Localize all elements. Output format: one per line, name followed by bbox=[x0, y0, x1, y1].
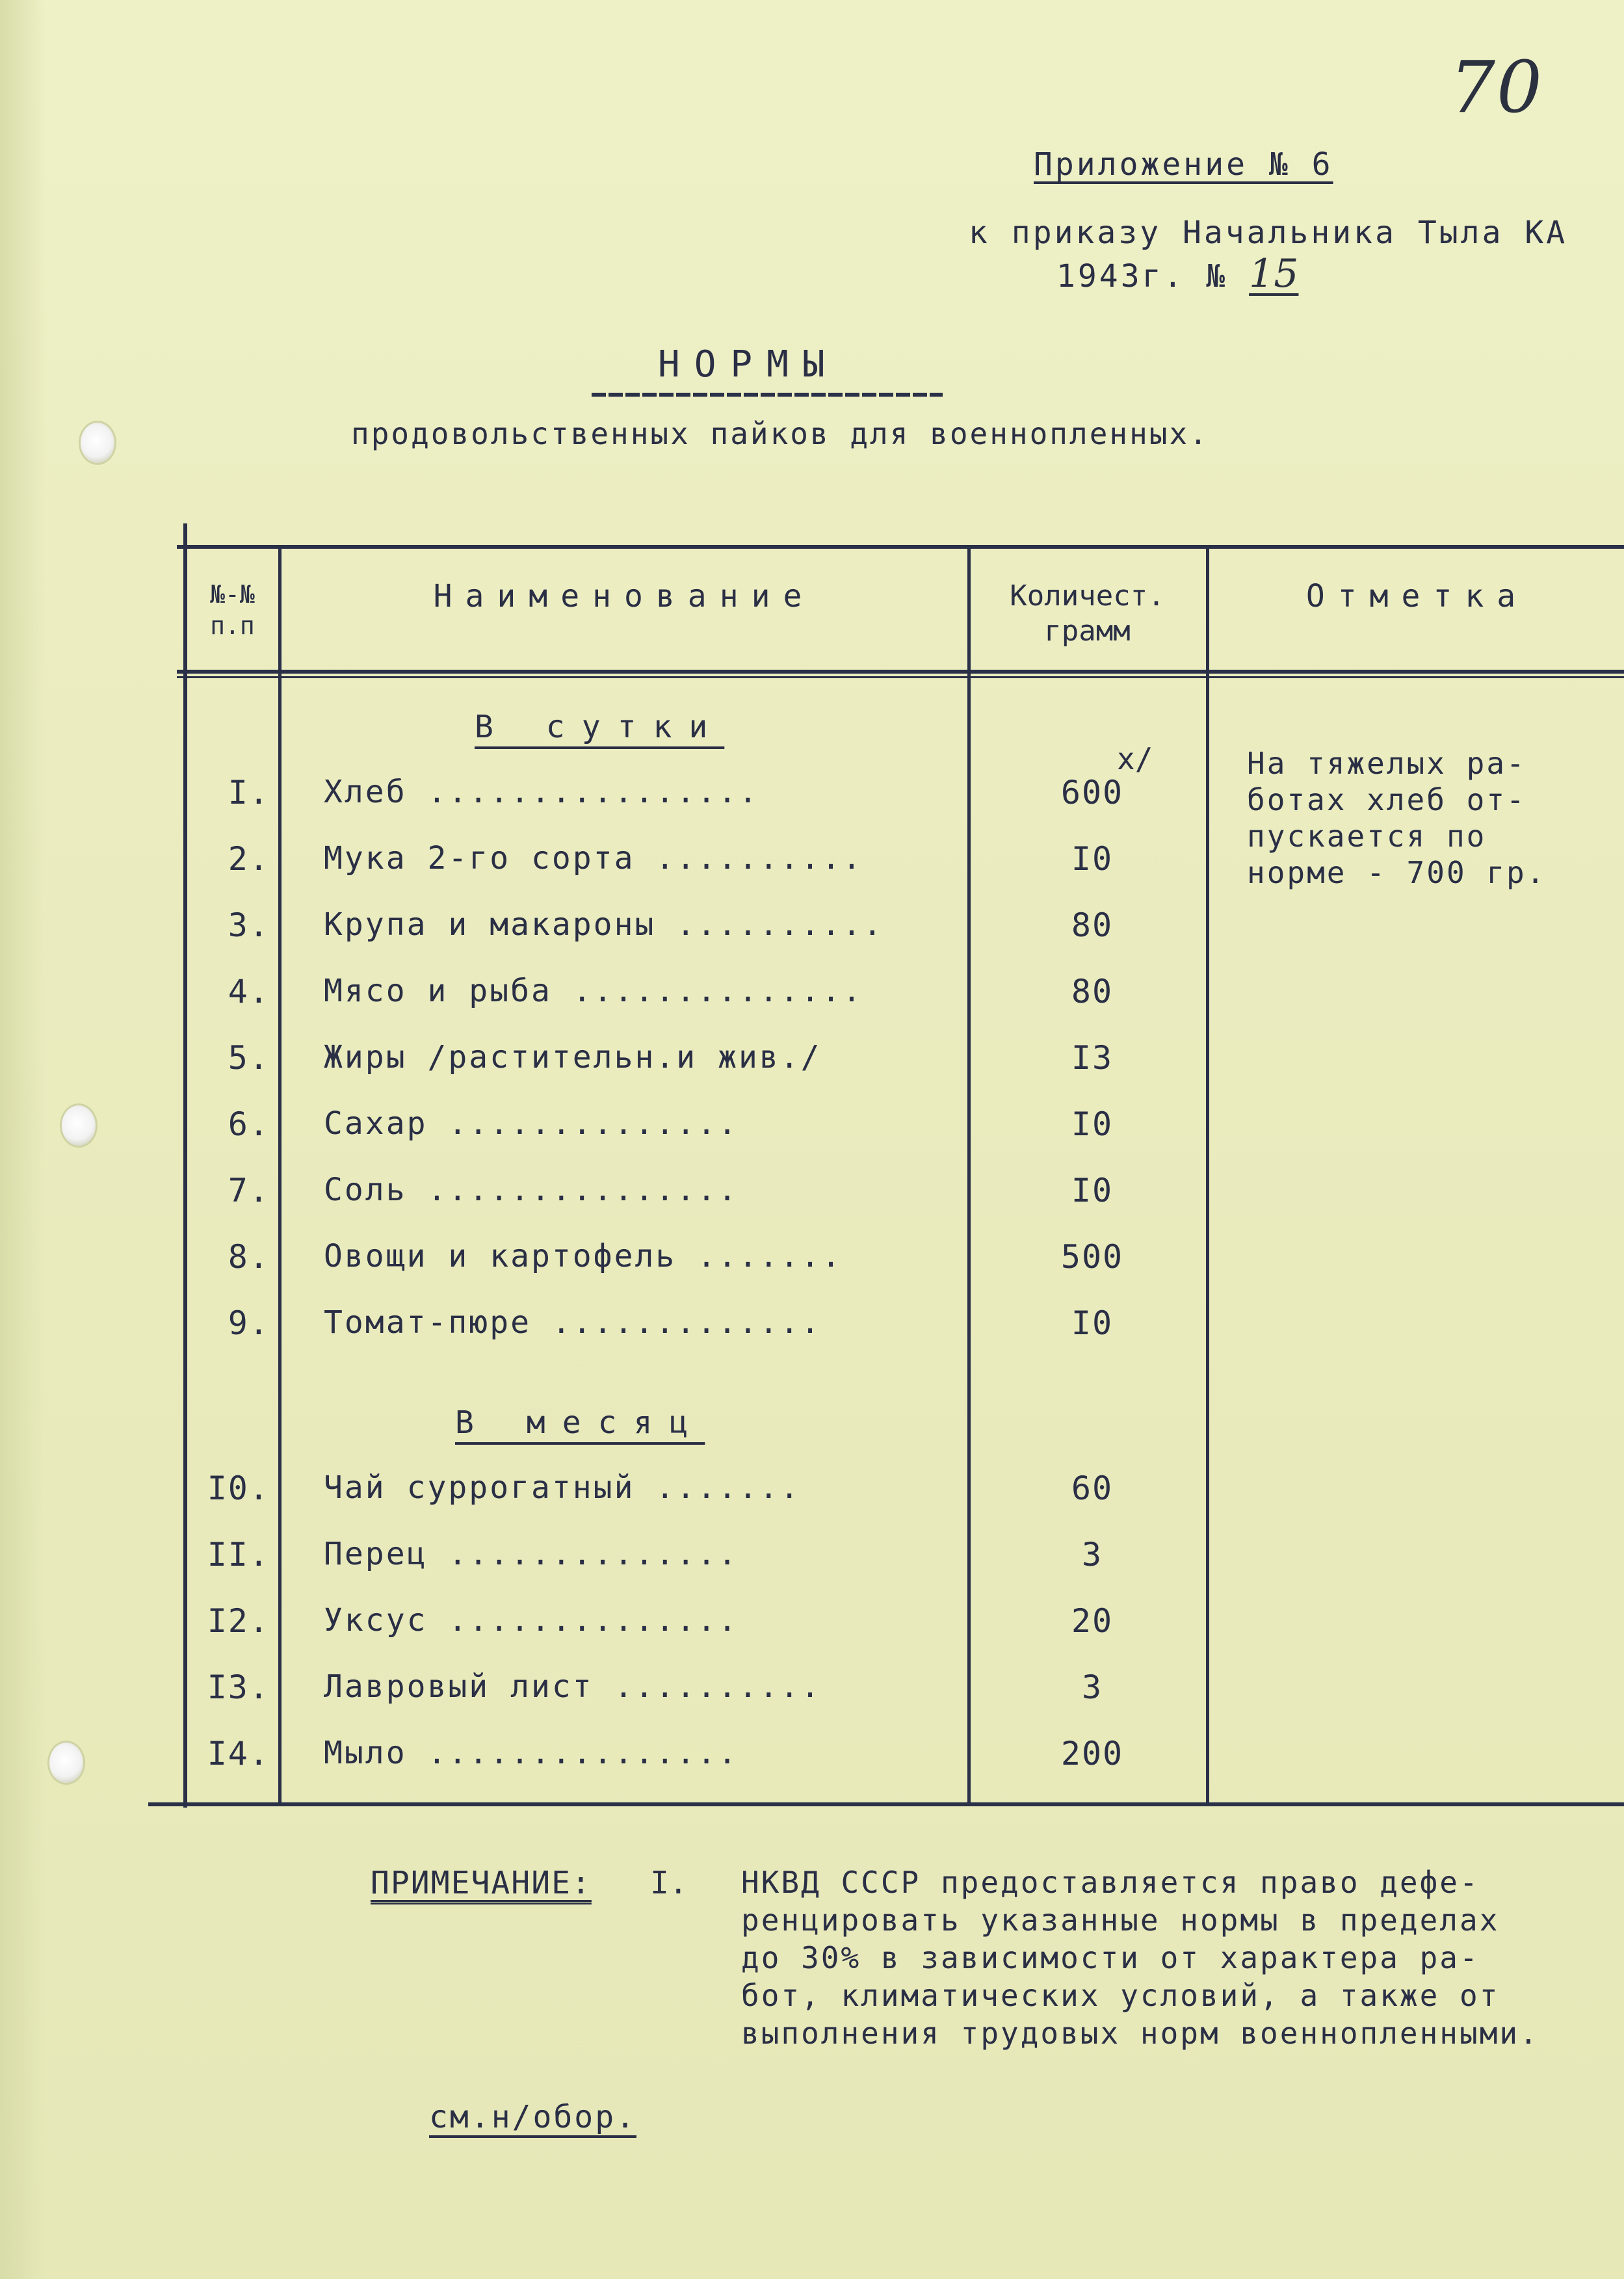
row-item-name: Уксус .............. bbox=[324, 1602, 739, 1639]
row-number: II. bbox=[207, 1536, 270, 1574]
row-item-name: Хлеб ................ bbox=[324, 774, 759, 810]
row-number: 2. bbox=[228, 840, 270, 878]
row-quantity: I0 bbox=[1071, 1172, 1114, 1209]
punch-hole bbox=[81, 423, 114, 463]
table-row bbox=[0, 1668, 1624, 1727]
title-underline bbox=[592, 393, 943, 397]
table-header-border bbox=[177, 670, 1624, 674]
row-quantity: I0 bbox=[1071, 840, 1114, 878]
row-item-name: Жиры /растительн.и жив./ bbox=[324, 1039, 822, 1075]
row-quantity: I0 bbox=[1071, 1105, 1114, 1143]
row-item-name: Крупа и макароны .......... bbox=[324, 906, 884, 943]
table-bottom-border bbox=[148, 1802, 1624, 1806]
row-quantity: 3 bbox=[1081, 1668, 1103, 1706]
section-monthly: В месяц bbox=[455, 1404, 705, 1441]
table-top-border bbox=[177, 545, 1624, 549]
appendix-title: Приложение № 6 bbox=[1034, 146, 1333, 183]
row-item-name: Перец .............. bbox=[324, 1536, 739, 1572]
table-row bbox=[0, 973, 1624, 1031]
row-quantity: 3 bbox=[1081, 1536, 1103, 1574]
order-number-handwritten: 15 bbox=[1249, 251, 1299, 296]
row-item-name: Томат-пюре ............. bbox=[324, 1304, 822, 1341]
page-subtitle: продовольственных пайков для военнопленных. bbox=[351, 416, 1209, 451]
table-header-border-double bbox=[177, 676, 1624, 678]
table-row bbox=[0, 1172, 1624, 1230]
footnote-mark: x/ bbox=[1117, 741, 1153, 776]
page-title: НОРМЫ bbox=[658, 343, 839, 386]
row-item-name: Мясо и рыба .............. bbox=[324, 973, 863, 1009]
row-item-name: Чай суррогатный ....... bbox=[324, 1469, 801, 1506]
row-quantity: 500 bbox=[1060, 1238, 1124, 1276]
see-reverse-link: см.н/обор. bbox=[429, 2099, 636, 2135]
table-row bbox=[0, 1039, 1624, 1098]
column-header-quantity: Количест. грамм bbox=[1010, 579, 1165, 648]
row-number: I. bbox=[228, 774, 270, 811]
row-number: 4. bbox=[228, 973, 270, 1010]
row-number: 9. bbox=[228, 1304, 270, 1342]
row-quantity: I3 bbox=[1071, 1039, 1114, 1077]
row-item-name: Лавровый лист .......... bbox=[324, 1668, 822, 1705]
row-quantity: 80 bbox=[1071, 973, 1114, 1010]
table-row bbox=[0, 1105, 1624, 1164]
column-header-remark: Отметка bbox=[1305, 578, 1529, 614]
row-number: I3. bbox=[207, 1668, 270, 1706]
archive-page-number: 70 bbox=[1450, 46, 1543, 129]
row-item-name: Соль ............... bbox=[324, 1172, 739, 1208]
table-row bbox=[0, 906, 1624, 965]
row-quantity: 60 bbox=[1071, 1469, 1114, 1507]
section-daily: В сутки bbox=[475, 709, 725, 745]
row-quantity: 600 bbox=[1060, 774, 1124, 811]
table-row bbox=[0, 1735, 1624, 1793]
row-quantity: I0 bbox=[1071, 1304, 1114, 1342]
table-row bbox=[0, 840, 1624, 899]
row-number: I2. bbox=[207, 1602, 270, 1640]
row-number: 8. bbox=[228, 1238, 270, 1276]
table-row bbox=[0, 1304, 1624, 1363]
column-header-name: Наименование bbox=[433, 578, 815, 614]
row-item-name: Сахар .............. bbox=[324, 1105, 739, 1142]
row-item-name: Овощи и картофель ....... bbox=[324, 1238, 843, 1274]
row-quantity: 20 bbox=[1071, 1602, 1114, 1640]
column-header-number: №-№ п.п bbox=[210, 580, 255, 640]
row-number: 6. bbox=[228, 1105, 270, 1143]
row-number: 3. bbox=[228, 906, 270, 944]
table-row bbox=[0, 1602, 1624, 1661]
remark-heavy-work: На тяжелых ра- ботах хлеб от- пускается по норме - 700 гр. bbox=[1247, 746, 1547, 890]
row-quantity: 200 bbox=[1060, 1735, 1124, 1772]
order-date-prefix: 1943г. № bbox=[1056, 258, 1228, 295]
table-row bbox=[0, 1469, 1624, 1528]
order-line-2 bbox=[1056, 251, 1298, 296]
row-item-name: Мыло ............... bbox=[324, 1735, 739, 1771]
row-number: 5. bbox=[228, 1039, 270, 1077]
table-row bbox=[0, 1536, 1624, 1594]
table-row bbox=[0, 774, 1624, 832]
row-number: I4. bbox=[207, 1735, 270, 1772]
row-number: I0. bbox=[207, 1469, 270, 1507]
row-quantity: 80 bbox=[1071, 906, 1114, 944]
row-number: 7. bbox=[228, 1172, 270, 1209]
note-number: I. bbox=[650, 1865, 688, 1901]
table-row bbox=[0, 1238, 1624, 1297]
note-label: ПРИМЕЧАНИЕ: bbox=[371, 1865, 592, 1901]
row-item-name: Мука 2-го сорта .......... bbox=[324, 840, 863, 876]
order-line-1: к приказу Начальника Тыла КА bbox=[969, 215, 1568, 251]
note-text: НКВД СССР предоставляется право дефе- ренцировать указанные нормы в пределах до 30% в зависимости от характера ра- бот, климатических условий, а также от выполнения трудовых норм военнопленными. bbox=[741, 1865, 1539, 2051]
